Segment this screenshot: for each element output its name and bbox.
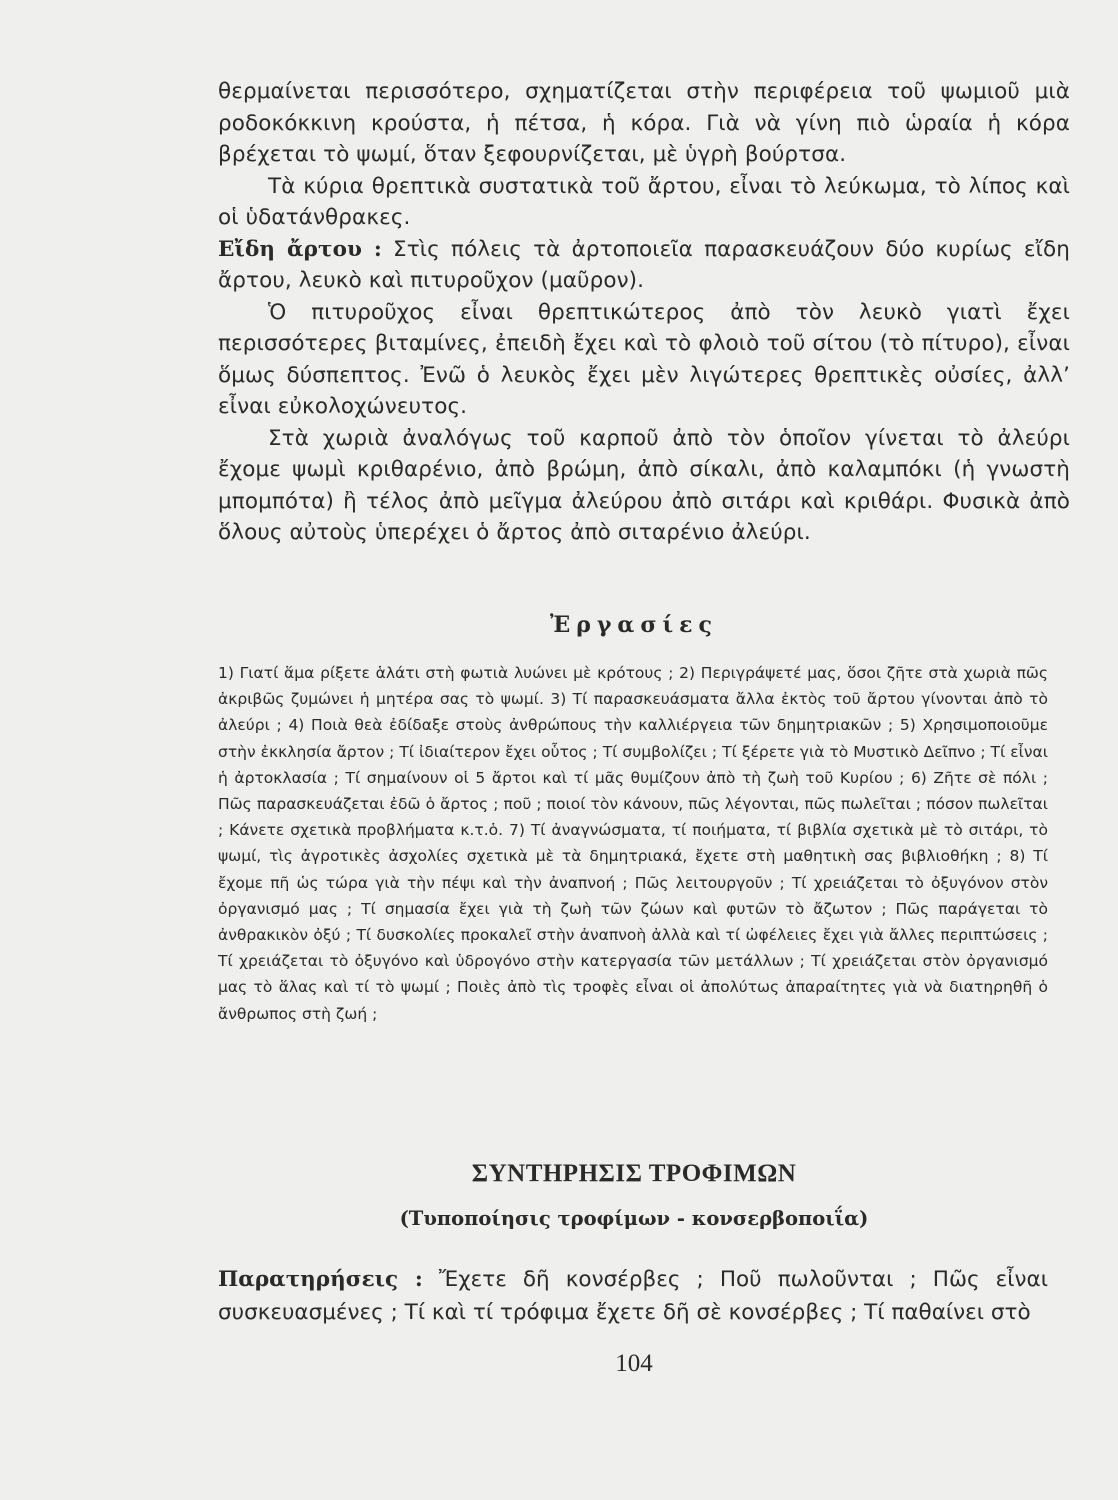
paragraph-nutrients: Τὰ κύρια θρεπτικὰ συστατικὰ τοῦ ἄρτου, εἶναι τὸ λεύκωμα, τὸ λίπος καὶ οἱ ὑδατάνθρακες.	[218, 173, 1070, 230]
paragraph-bran-bread: Ὁ πιτυροῦχος εἶναι θρεπτικώτερος ἀπὸ τὸν λευκὸ γιατὶ ἔχει περισσότερες βιταμίνες, ἐπειδὴ ἔχει καὶ τὸ φλοιὸ τοῦ σίτου (τὸ πίτυρο), εἶναι ὅμως δύσπεπτος. Ἐνῶ ὁ λευκὸς ἔχει μὲν λιγώτερες θρεπτικὲς οὐσίες, ἀλλ’ εἶναι εὐκολοχώνευτος.	[218, 299, 1070, 419]
exercises-text: 1) Γιατί ἅμα ρίξετε ἁλάτι στὴ φωτιὰ λυώνει μὲ κρότους ; 2) Περιγράψετέ μας, ὅσοι ζῆτε στὰ χωριὰ πῶς ἀκριβῶς ζυμώνει ἡ μητέρα σας τὸ ψωμί. 3) Τί παρασκευάσματα ἄλλα ἐκτὸς τοῦ ἄρτου γίνονται ἀπὸ τὸ ἀλεύρι ; 4) Ποιὰ θεὰ ἐδίδαξε στοὺς ἀνθρώπους τὴν καλλιέργεια τῶν δημητριακῶν ; 5) Χρησιμοποιοῦμε στὴν ἐκκλησία ἄρτον ; Τί ἰδιαίτερον ἔχει οὗτος ; Τί συμβολίζει ; Τί ξέρετε γιὰ τὸ Μυστικὸ Δεῖπνο ; Τί εἶναι ἡ ἀρτοκλασία ; Τί σημαίνουν οἱ 5 ἄρτοι καὶ τί μᾶς θυμίζουν ἀπὸ τὴ ζωὴ τοῦ Κυρίου ; 6) Ζῆτε σὲ πόλι ; Πῶς παρασκευάζεται ἐδῶ ὁ ἄρτος ; ποῦ ; ποιοί τὸν κάνουν, πῶς λέγονται, πῶς πωλεῖται ; πόσον πωλεῖται ; Κάνετε σχετικὰ προβλήματα κ.τ.ὁ. 7) Τί ἀναγνώσματα, τί ποιήματα, τί βιβλία σχετικὰ μὲ τὸ σιτάρι, τὸ ψωμί, τὶς ἀγροτικὲς ἀσχολίες σχετικὰ μὲ τὰ δημητριακά, ἔχετε στὴ μαθητικὴ σας βιβλιοθήκη ; 8) Τί ἔχομε πῆ ὡς τώρα γιὰ τὴν πέψι καὶ τὴν ἀναπνοή ; Πῶς λειτουργοῦν ; Τί χρειάζεται τὸ ὀξυγόνον στὸν ὀργανισμό μας ; Τί σημασία ἔχει γιὰ τὴ ζωὴ τῶν ζώων καὶ φυτῶν τὸ ἄζωτον ; Πῶς παράγεται τὸ ἀνθρακικὸν ὀξύ ; Τί δυσκολίες προκαλεῖ στὴν ἀναπνοὴ ἀλλὰ καὶ τί ὠφέλειες ἔχει γιὰ ἄλλες περιπτώσεις ; Τί χρειάζεται τὸ ὀξυγόνο καὶ ὑδρογόνο στὴν κατεργασία τῶν μετάλλων ; Τί χρειάζεται στὸν ὀργανισμό μας τὸ ἅλας καὶ τί τὸ ψωμί ; Ποιὲς ἀπὸ τὶς τροφὲς εἶναι οἱ ἀπολύτως ἀπαραίτητες γιὰ νὰ διατηρηθῆ ὁ ἄνθρωπος στὴ ζωή ;	[218, 664, 1048, 1023]
section-title: ΣΥΝΤΗΡΗΣΙΣ ΤΡΟΦΙΜΩΝ	[471, 1160, 797, 1187]
observations-text: Ἔχετε δῆ κονσέρβες ; Ποῦ πωλοῦνται ; Πῶς εἶναι συσκευασμένες ; Τί καὶ τί τρόφιμα ἔχετε δῆ σὲ κονσέρβες ; Τί παθαίνει στὸ	[218, 1267, 1048, 1325]
observations-paragraph	[218, 1263, 1048, 1329]
main-text	[218, 76, 1070, 549]
paragraph-crust: θερμαίνεται περισσότερο, σχηματίζεται στὴν περιφέρεια τοῦ ψωμιοῦ μιὰ ροδοκόκκινη κρούστα, ἡ πέτσα, ἡ κόρα. Γιὰ νὰ γίνη πιὸ ὡραία ἡ κόρα βρέχεται τὸ ψωμί, ὅταν ξεφουρνίζεται, μὲ ὑγρὴ βούρτσα.	[218, 79, 1070, 167]
paragraph-village-bread: Στὰ χωριὰ ἀναλόγως τοῦ καρποῦ ἀπὸ τὸν ὁποῖον γίνεται τὸ ἀλεύρι ἔχομε ψωμὶ κριθαρένιο, ἀπὸ βρώμη, ἀπὸ σίκαλι, ἀπὸ καλαμπόκι (ἡ γνωστὴ μπομπότα) ἢ τέλος ἀπὸ μεῖγμα ἀλεύρου ἀπὸ σιτάρι καὶ κριθάρι. Φυσικὰ ἀπὸ ὅλους αὐτοὺς ὑπερέχει ὁ ἄρτος ἀπὸ σιταρένιο ἀλεύρι.	[218, 425, 1070, 545]
exercises-heading: Ἐργασίες	[550, 612, 718, 638]
bread-types-text: Στὶς πόλεις τὰ ἀρτοποιεῖα παρασκευάζουν δύο κυρίως εἴδη ἄρτου, λευκὸ καὶ πιτυροῦχον (μαῦρον).	[218, 236, 1071, 293]
bread-types-heading: Εἴδη ἄρτου :	[218, 236, 382, 262]
observations-heading: Παρατηρήσεις :	[218, 1267, 423, 1292]
page-number: 104	[615, 1350, 653, 1377]
section-subtitle: (Τυποποίησις τροφίμων - κονσερβοποιΐα)	[399, 1207, 869, 1230]
paragraph-bread-types	[218, 234, 1070, 297]
